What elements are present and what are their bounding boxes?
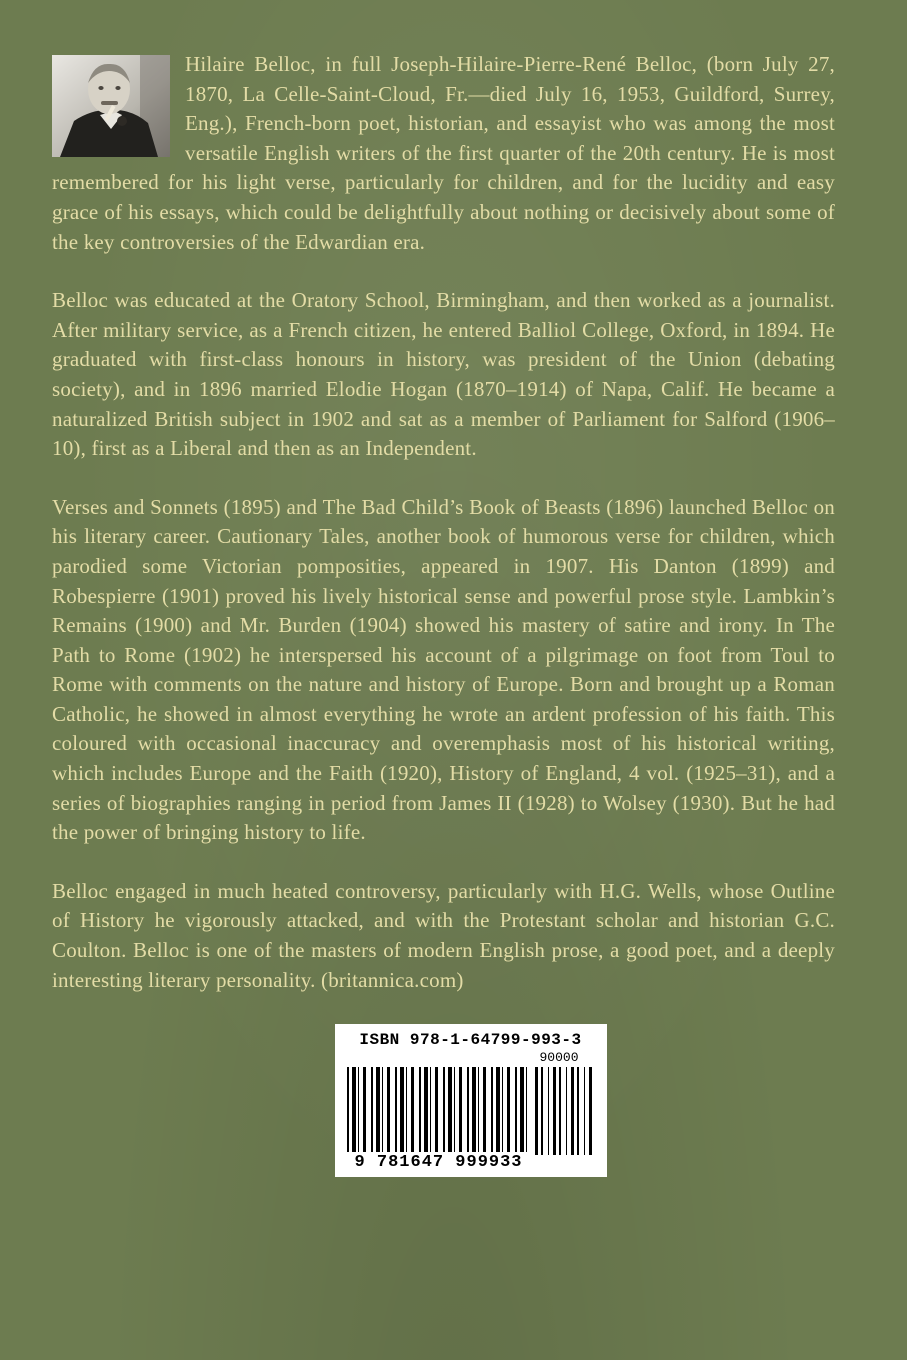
bio-paragraph-career xyxy=(52,493,835,848)
barcode-digits: 9 781647 999933 xyxy=(345,1152,533,1173)
bio-paragraph-intro-text: Hilaire Belloc, in full Joseph-Hilaire-Pierre-René Belloc, (born July 27, 1870, La Celle-Saint-Cloud, Fr.—died July 16, 1953, Guildford, Surrey, Eng.), French-born poet, historian, and essayist who was among the most versatile English writers of the first quarter of the 20th century. He is most remembered for his light verse, particularly for children, and for the lucidity and easy grace of his essays, which could be delightfully about nothing or decisively about some of the key controversies of the Edwardian era. xyxy=(52,52,835,254)
barcode-bars xyxy=(345,1067,597,1171)
bio-paragraph-intro xyxy=(52,50,835,257)
portrait-illustration xyxy=(52,55,170,157)
back-cover-text xyxy=(52,50,835,995)
belloc-portrait-photo xyxy=(52,55,170,157)
isbn-barcode xyxy=(335,1024,607,1177)
bio-paragraph-education-text: Belloc was educated at the Oratory School, Birmingham, and then worked as a journalist. After military service, as a French citizen, he entered Balliol College, Oxford, in 1894. He graduated with first-class honours in history, was president of the Union (debating society), and in 1896 married Elodie Hogan (1870–1914) of Napa, Calif. He became a naturalized British subject in 1902 and sat as a member of Parliament for Salford (1906–10), first as a Liberal and then as an Independent. xyxy=(52,288,835,461)
bio-paragraph-controversy xyxy=(52,877,835,995)
isbn-number-label: ISBN 978-1-64799-993-3 xyxy=(359,1031,582,1050)
bio-paragraph-career-text: Verses and Sonnets (1895) and The Bad Child’s Book of Beasts (1896) launched Belloc on his literary career. Cautionary Tales, another book of humorous verse for children, which parodied some Victorian pomposities, appeared in 1907. His Danton (1899) and Robespierre (1901) proved his lively historical sense and powerful prose style. Lambkin’s Remains (1900) and Mr. Burden (1904) showed his mastery of satire and irony. In The Path to Rome (1902) he interspersed his account of a pilgrimage on foot from Toul to Rome with comments on the nature and history of Europe. Born and brought up a Roman Catholic, he showed in almost everything he wrote an ardent profession of his faith. This coloured with occasional inaccuracy and overemphasis most of his historical writing, which includes Europe and the Faith (1920), History of England, 4 vol. (1925–31), and a series of biographies ranging in period from James II (1928) to Wolsey (1930). But he had the power of bringing history to life. xyxy=(52,494,835,845)
barcode-addon-bars xyxy=(535,1067,593,1155)
bio-paragraph-controversy-text: Belloc engaged in much heated controversy, particularly with H.G. Wells, whose Outline of History he vigorously attacked, and with the Protestant scholar and historian G.C. Coulton. Belloc is one of the masters of modern English prose, a good poet, and a deeply interesting literary personality. (britannica.com) xyxy=(52,878,835,992)
barcode-addon-code: 90000 xyxy=(539,1050,579,1066)
bio-paragraph-education xyxy=(52,286,835,464)
